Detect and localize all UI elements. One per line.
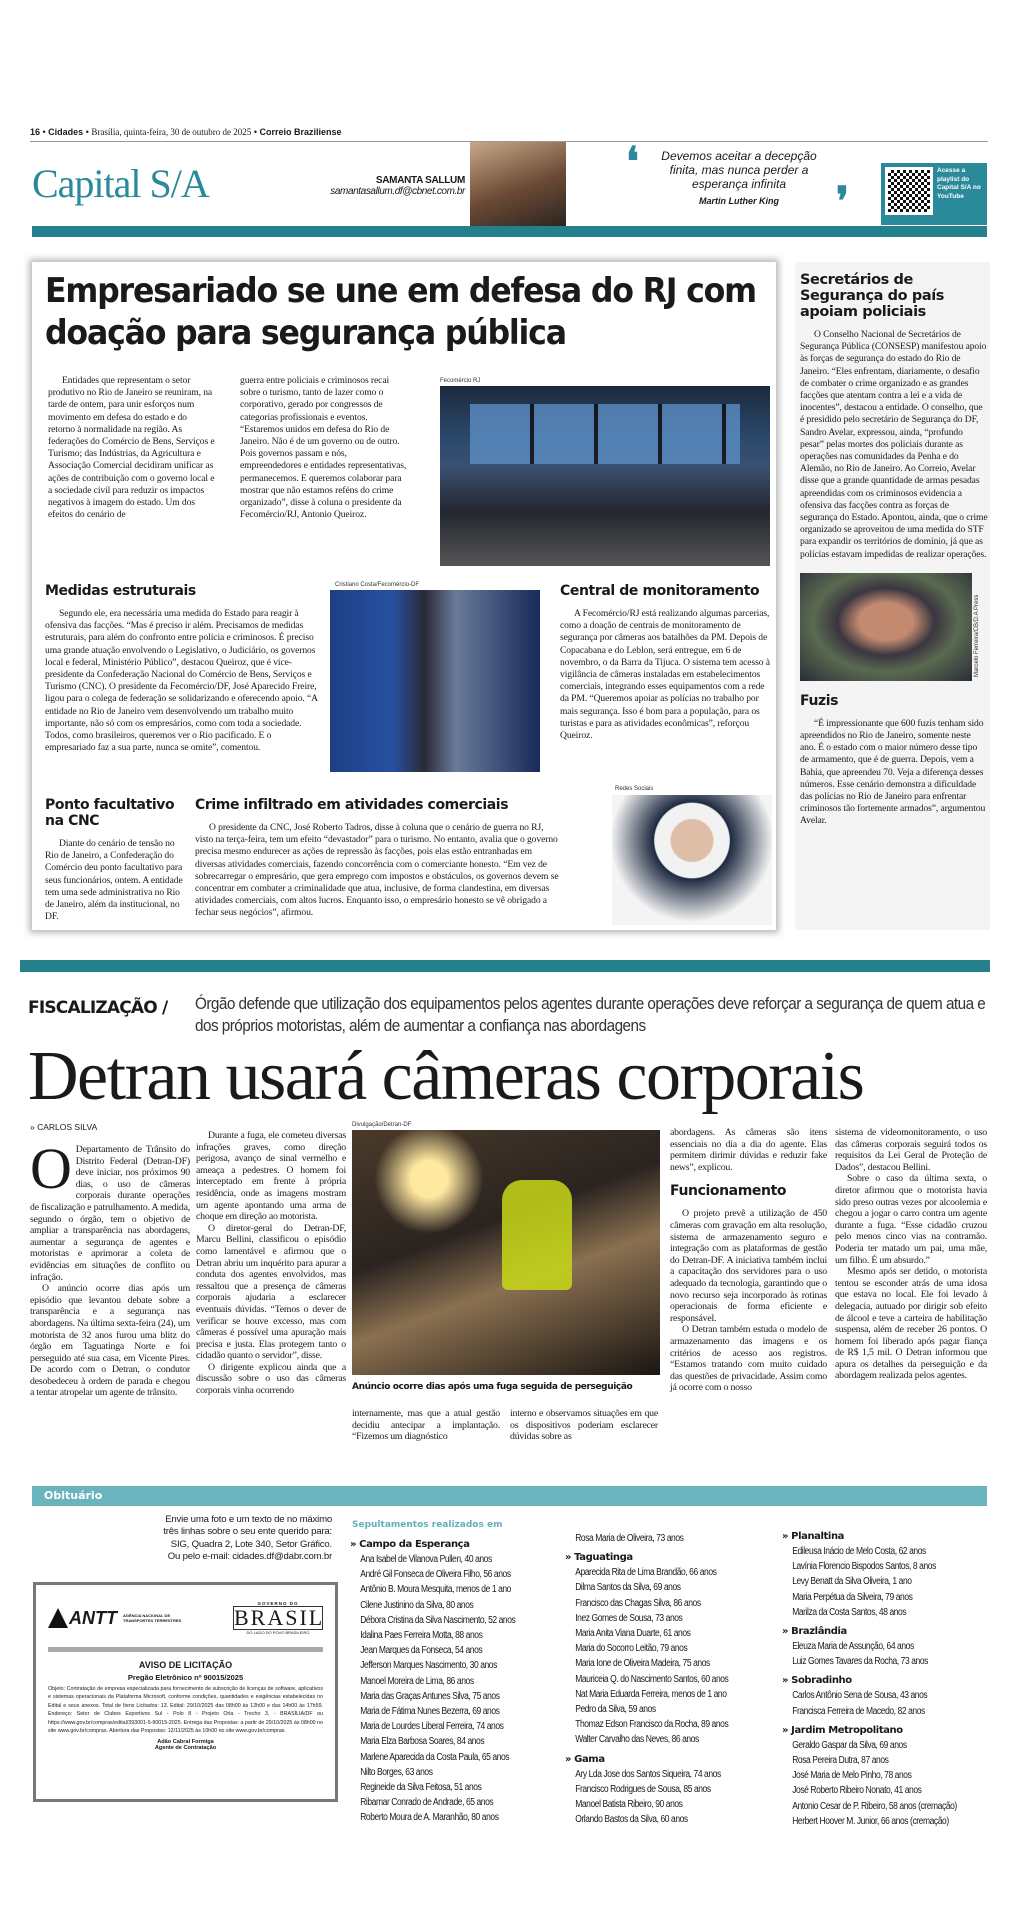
obituary-name: Maria Anita Viana Duarte, 61 anos: [575, 1628, 691, 1640]
paragraph: internamente, mas que a atual gestão decidiu antecipar a implantação. “Fizemos um diagnóstico: [352, 1408, 500, 1443]
paragraph: Durante a fuga, ele cometeu diversas infrações graves, como direção perigosa, avanço de sinal vermelho e ameaça a pedestres. O homem foi interceptado em frente à própria residência, onde as imagens mostram um agente apontando uma arma de choque em direção ao motorista.: [196, 1130, 346, 1223]
photo-credit: Marcelo Ferreira/CB/D.A Press: [974, 594, 980, 677]
obituary-name: Nilto Borges, 63 anos: [360, 1766, 433, 1778]
obituary-name: Manoel Moreira de Lima, 86 anos: [360, 1675, 474, 1687]
author-photo: [470, 142, 566, 226]
obituary-names: [565, 1531, 765, 1546]
obituary-name: Débora Cristina da Silva Nascimento, 52 anos: [360, 1614, 516, 1626]
paragraph: sistema de videomonitoramento, o uso das câmeras corporais seguirá todos os requisitos da Lei Geral de Proteção de Dados”, destacou Bellini.: [835, 1127, 987, 1173]
paragraph: O projeto prevê a utilização de 450 câmeras com gravação em alta resolução, sistema de armazenamento seguro e integração com as plataformas de gestão do Detran-DF. A iniciativa também inclui a capacitação dos servidores para o uso adequado da tecnologia, garantindo que o novo recurso seja incorporado às rotinas operacionais de forma eficiente e responsável.: [670, 1208, 827, 1324]
obituary-name: Geraldo Gaspar da Silva, 69 anos: [792, 1739, 907, 1751]
quote-block: [654, 149, 824, 206]
antt-logo-icon: [48, 1608, 68, 1628]
quote-text: Devemos aceitar a decepção finita, mas nunca perder a esperança infinita: [661, 149, 817, 191]
central-section: [560, 583, 772, 742]
quote-close-icon: ❜: [836, 178, 849, 225]
header-bar: [32, 226, 987, 237]
paragraph: interno e observamos situações em que os dispositivos poderiam esclarecer dúvidas sobre as: [510, 1408, 658, 1443]
obituary-name: Rosa Pereira Dutra, 87 anos: [792, 1755, 889, 1767]
obituary-name: Ary Lda Jose dos Santos Siqueira, 74 anos: [575, 1768, 721, 1780]
detran-col4: [510, 1408, 658, 1443]
obituary-name: José Roberto Ribeiro Nonato, 41 anos: [792, 1785, 922, 1797]
byline: » CARLOS SILVA: [30, 1122, 98, 1132]
author-name: SAMANTA SALLUM: [375, 175, 465, 186]
qr-panel[interactable]: [881, 163, 987, 225]
paragraph: Segundo ele, era necessária uma medida do Estado para reagir à ofensiva das facções. “Mas é preciso ir além. Precisamos de medidas estruturais, para além do confronto entre polícia e criminosos. É preciso uma grande atuação envolvendo o Legislativo, o Judiciário, os governos local e federal, Ministério Público”, destacou Queiroz, que é vice-presidente da Confederação Nacional do Comércio de Bens, Serviços e Turismo (CNC). O presidente da Fecomércio/DF, José Aparecido Freire, ligou para o colega de federação se solidarizando e oferecendo apoio. “A entidade no Rio de Janeiro vem desenvolvendo um trabalho muito importante, não só com os empresários, como com toda a sociedade. Todos, como brasileiros, queremos ver o Rio pacificado. E o empresariado faz a sua parte, nunca se omite”, comentou.: [45, 608, 318, 754]
obituary-place: » Campo da Esperança: [350, 1539, 470, 1550]
paragraph: Departamento de Trânsito do Distrito Federal (Detran-DF) deve iniciar, nos próximos 90 dias, o uso de câmeras corporais durante operações de fiscalização e patrulhamento. A medida, segundo o órgão, tem o objetivo de ampliar a transparência nas abordagens, aumentar a segurança de agentes e motoristas e aprimorar a coleta de evidências em situações de conflito ou infração.: [30, 1144, 190, 1283]
detran-col5: [670, 1127, 827, 1394]
side-headline: Secretários de Segurança do país apoiam policiais: [800, 272, 945, 320]
detran-agent-photo: [352, 1130, 660, 1375]
obituary-name: Nat Maria Eduarda Ferreira, menos de 1 ano: [575, 1688, 727, 1700]
ad-body: Objeto: Contratação de empresa especializada para fornecimento de subscrição de licenças de software, aplicativos e sistemas operacionais da Plataforma Microsoft, conforme condições, quantidades e exigências estabelecidas no Edital e seus anexos. Total de Itens Licitados: 13. Edital: 29/10/2025 das 08h00 às 12h00 e das 14h00 às 17h59. Endereço: Setor de Clubes Esportivos Sul - Polo 8 - Projeto Orla - Trecho 3, - BRASÍLIA/DF ou https://www.gov.br/compras/edital/393001-5-90015-2025. Entrega das Propostas: a partir de 29/10/2025 às 08h00 no site www.gov.br/compras. Abertura das Propostas: 12/11/2025 às 10h00 no site www.gov.br/compras.: [48, 1686, 323, 1735]
obituary-name: Eleuza Maria de Assunção, 64 anos: [792, 1641, 914, 1653]
qr-code-icon: [885, 167, 933, 215]
gov-label: GOVERNO DO: [257, 1601, 299, 1606]
section-heading: Ponto facultativo na CNC: [45, 797, 175, 829]
paragraph: Sobre o caso da última sexta, o diretor afirmou que o motorista havia sido preso outras vezes por alcoolemia e chegou a jogar o carro contra um agente durante a fuga. “Esse cidadão cruzou pelo menos cinco vias na contramão. Poderia ter matado um pai, uma mãe, um filho. É um absurdo.”: [835, 1173, 987, 1266]
obituary-name: Herbert Hoover M. Junior, 66 anos (cremação): [792, 1815, 949, 1827]
paragraph: A Fecomércio/RJ está realizando algumas parcerias, como a doação de centrais de monitoramento de segurança por câmeras aos batalhões da PM. Depois de Copacabana e do Leblon, será entregue, em 6 de novembro, o da Barra da Tijuca. O sistema tem acesso à vigilância de câmeras instaladas em estabelecimentos comerciais, integrando esses equipamentos com a rede da PM. “Queremos apoiar as polícias no trabalho por mais segurança. Isso é bom para a população, para os turistas e para as atividades econômicas”, reforçou Queiroz.: [560, 608, 770, 742]
gov-logo: BRASIL: [234, 1605, 325, 1630]
obituary-name: Francisco Rodrigues de Sousa, 85 anos: [575, 1783, 711, 1795]
obituary-names: [565, 1565, 765, 1747]
obituary-place: » Jardim Metropolitano: [782, 1724, 903, 1736]
obituary-name: Marilza da Costa Santos, 48 anos: [792, 1606, 907, 1618]
paragraph: Entidades que representam o setor produtivo no Rio de Janeiro se reuniram, na tarde de ontem, para unir esforços num movimento em defesa do estado e do retorno à normalidade na região. As federações do Comércio de Bens, Serviços e Turismo; das Indústrias, da Agricultura e Associação Comercial decidiram unificar as ações de contribuição com o governo local e a sociedade civil para reduzir os impactos negativos à imagem do estado. Um dos efeitos do cenário de: [48, 375, 215, 521]
drop-cap: O: [30, 1136, 72, 1201]
obituary-name: Maria do Socorro Leitão, 79 anos: [575, 1643, 688, 1655]
ad-title: AVISO DE LICITAÇÃO: [138, 1660, 233, 1670]
obituary-col2: [565, 1533, 765, 1827]
obituary-name: Maria das Graças Antunes Silva, 75 anos: [360, 1690, 500, 1702]
obituary-name: Dilma Santos da Silva, 69 anos: [575, 1582, 681, 1594]
photo-credit: Divulgação/Detran-DF: [352, 1122, 412, 1128]
section-heading: Funcionamento: [670, 1183, 787, 1200]
obituary-name: Ribamar Conrado de Andrade, 65 anos: [360, 1797, 494, 1809]
gov-tagline: DO LADO DO POVO BRASILEIRO: [246, 1630, 310, 1635]
detran-col3: [352, 1408, 500, 1443]
photo-credit: Fecomércio RJ: [440, 378, 481, 384]
obituary-name: Levy Benatt da Silva Oliveira, 1 ano: [792, 1576, 912, 1588]
obituary-place: » Taguatinga: [565, 1552, 633, 1564]
obituary-name: Lavínia Florencio Bispodos Santos, 8 anos: [792, 1561, 936, 1573]
executives-photo: [330, 590, 540, 772]
obituary-col1: [350, 1533, 555, 1826]
obituary-name: Maria de Lourdes Liberal Ferreira, 74 anos: [360, 1721, 504, 1733]
licitacao-ad: [33, 1582, 338, 1802]
obituary-name: Jefferson Marques Nascimento, 30 anos: [360, 1660, 497, 1672]
fuzis-section: [800, 693, 988, 828]
paragraph: guerra entre policiais e criminosos recai sobre o turismo, tanto de lazer como o corporativo, gerado por congressos de categorias profissionais e eventos. “Estaremos unidos em defesa do Rio de Janeiro. Não é de um governo ou de outro. Pois governos passam e nós, empreendedores e entidades representativas, permanecemos. E queremos colaborar para mostrar que não estamos reféns do crime organizado”, disse à coluna o presidente da Fecomércio/RJ, Antonio Queiroz.: [240, 375, 407, 521]
obituary-name: Jean Marques da Fonseca, 54 anos: [360, 1645, 483, 1657]
ponto-section: [45, 797, 190, 923]
obituary-place: » Brazlândia: [782, 1626, 847, 1638]
detran-kicker: FISCALIZAÇÃO /: [28, 998, 168, 1018]
obituary-name: Francisco das Chagas Silva, 86 anos: [575, 1597, 701, 1609]
main-lead-col1: [48, 375, 216, 521]
quote-open-icon: ❛: [626, 138, 639, 185]
paragraph: O anúncio ocorre dias após um episódio que levantou debate sobre a transparência e a segurança nas abordagens. Na última sexta-feira (24), um motorista de 32 anos furou uma blitz do órgão em Taguatinga Norte e foi perseguido até sua casa, em Vicente Pires. De acordo com o Detran, o condutor desobedeceu à ordem de parada e chegou a tentar atropelar um agente de trânsito.: [30, 1283, 190, 1399]
paragraph: O Conselho Nacional de Secretários de Segurança Pública (CONSESP) manifestou apoio às forças de segurança do estado do Rio de Janeiro. “Eles enfrentam, diariamente, o desafio de combater o crime organizado e as grandes facções que atentam contra a lei e a vida de inocentes”, destacou a entidade. O conselho, que é presidido pelo secretário de Segurança do DF, Sandro Avelar, expressou, ainda, “profundo pesar” pelas mortes dos policiais durante as operações nas comunidades da Penha e do Alemão, no Rio de Janeiro. Ao Correio, Avelar disse que a grande quantidade de armas pesadas apreendidas com os criminosos evidencia a ofensiva das facções contra as forças de segurança do Estado. Apontou, ainda, que o crime organizado se aproveitou de uma medida do STF para expandir os territórios de domínio, já que as polícias estavam impedidas de realizar operações.: [800, 329, 988, 560]
ad-subtitle: Pregão Eletrônico nº 90015/2025: [127, 1673, 244, 1682]
obituary-name: Pedro da Silva, 59 anos: [575, 1704, 656, 1716]
photo-credit: Cristiano Costa/Fecomércio-DF: [335, 582, 420, 588]
section-heading: Medidas estruturais: [45, 583, 196, 599]
obituary-names: [782, 1688, 987, 1718]
obituary-bar: [32, 1486, 987, 1506]
obituary-intro: Envie uma foto e um texto de no máximo três linhas sobre o seu ente querido para: SIG, Quadra 2, Lote 340, Setor Gráfico. Ou pelo e-mail: cidades.df@dabr.com.br: [163, 1514, 332, 1562]
obituary-name: Walter Carvalho das Neves, 86 anos: [575, 1734, 699, 1746]
ad-signer-role: Agente de Contratação: [154, 1745, 217, 1752]
obituary-name: Ana Isabel de Vilanova Pullen, 40 anos: [360, 1554, 492, 1565]
quote-author: Martin Luther King: [699, 196, 779, 206]
author-email[interactable]: samantasallum.df@cbnet.com.br: [330, 186, 465, 197]
obituary-names: [782, 1738, 987, 1829]
paper-name: Correio Braziliense: [259, 127, 342, 137]
antt-subtitle: AGÊNCIA NACIONAL DE TRANSPORTES TERRESTRES: [123, 1613, 182, 1623]
obituary-name: Inez Gomes de Sousa, 73 anos: [575, 1612, 683, 1624]
obituary-name: Antonio Cesar de P. Ribeiro, 58 anos (cremação): [792, 1800, 957, 1812]
detran-headline: Detran usará câmeras corporais: [28, 1038, 864, 1115]
section-heading: Central de monitoramento: [560, 583, 760, 599]
detran-col1: [30, 1122, 190, 1399]
detran-col6: [835, 1127, 987, 1382]
monitoring-center-photo: [440, 386, 770, 566]
obituary-name: Rosa Maria de Oliveira, 73 anos: [575, 1533, 684, 1544]
obituary-name: Regineide da Silva Feitosa, 51 anos: [360, 1782, 482, 1794]
obituary-name: Cilene Justinino da Silva, 80 anos: [360, 1599, 474, 1611]
paragraph: “É impressionante que 600 fuzis tenham sido apreendidos no Rio de Janeiro, somente neste ano. É o estado com o maior número desse tipo de armamento, que é de guerra. Depois, vem a Bahia, que apreendeu 70. Veja a diferença desses números. Esse cenário demonstra a dificuldade das polícias no Rio de Janeiro para enfrentar criminosos tão fortemente armados”, argumentou Avelar.: [800, 717, 986, 827]
detran-deck: Órgão defende que utilização dos equipamentos pelos agentes durante operações deve reforçar a segurança de quem atua e dos próprios motoristas, além de aumentar a confiança nas abordagens: [195, 994, 986, 1035]
obituary-name: André Gil Fonseca de Oliveira Filho, 56 anos: [360, 1569, 511, 1581]
date: Brasília, quinta-feira, 30 de outubro de 2025: [91, 127, 252, 137]
obituary-names: [565, 1767, 765, 1828]
main-lead-col2: [240, 375, 410, 521]
obituary-name: Idalina Paes Ferreira Motta, 88 anos: [360, 1630, 483, 1642]
section-heading: Crime infiltrado em atividades comerciais: [195, 797, 509, 813]
obituary-name: Maria Ione de Oliveira Madeira, 75 anos: [575, 1658, 710, 1670]
side-article: [800, 272, 988, 828]
photo-credit: Redes Sociais: [615, 786, 654, 792]
page-folio: 16 • Cidades • Brasília, quinta-feira, 30 de outubro de 2025 • Correio Braziliense: [30, 127, 342, 137]
crime-section: [195, 797, 560, 920]
obituary-name: Manoel Batista Ribeiro, 90 anos: [575, 1799, 683, 1811]
antt-logo: ANTT: [69, 1607, 117, 1628]
obituary-name: Francisca Ferreira de Macedo, 82 anos: [792, 1705, 925, 1717]
paragraph: O Detran também estuda o modelo de armazenamento das imagens e os critérios de acesso aos registros. “Estamos tratando com muito cuidado das questões de privacidade. Assim como já ocorre com o nosso: [670, 1324, 827, 1394]
ad-rule: [48, 1647, 323, 1652]
medidas-section: [45, 583, 323, 754]
qr-label: Acesse a playlist do Capital S/A no YouTube: [937, 167, 981, 200]
paragraph: O presidente da CNC, José Roberto Tadros, disse à coluna que o cenário de guerra no RJ, visto na terça-feira, tem um efeito “devastador” para o turismo. No entanto, avalia que o governo precisa mesmo endurecer as ações de repressão às facções, pois elas estão entranhadas em diversas atividades comerciais, fazendo concorrência com o comerciante honesto. “Em vez de sobrecarregar o empresário, que gera emprego com impostos e obstáculos, os governos devem se concentrar em combater a criminalidade que atua, inclusive, de forma clandestina, em diversas atividades comerciais, com altos lucros. Enquanto isso, o empresário honesto se vê obrigado a fechar seus negócios”, afirmou.: [195, 822, 559, 919]
section-heading: Fuzis: [800, 692, 839, 709]
obituary-name: Carlos Antônio Sena de Sousa, 43 anos: [792, 1690, 928, 1702]
obituary-place: » Gama: [565, 1753, 605, 1765]
obituary-name: Maria de Fátima Nunes Bezerra, 69 anos: [360, 1706, 500, 1718]
obituary-list-title: Sepultamentos realizados em: [352, 1520, 503, 1530]
paragraph: Diante do cenário de tensão no Rio de Janeiro, a Confederação do Comércio deu ponto facultativo para seus funcionários, ontem. A entidade tem uma sede administrativa no Rio de Janeiro, além da institucional, no DF.: [45, 838, 183, 923]
photo-caption: Anúncio ocorre dias após uma fuga seguida de perseguição: [352, 1382, 633, 1392]
obituary-name: Mauriceia Q. do Nascimento Santos, 60 anos: [575, 1673, 729, 1685]
ad-signer: Adão Cabral Formiga: [157, 1739, 214, 1746]
obituary-name: Luiz Gomes Tavares da Rocha, 73 anos: [792, 1656, 928, 1668]
obituary-name: Marlene Aparecida da Costa Paula, 65 anos: [360, 1751, 510, 1763]
obituary-name: Maria Elza Barbosa Soares, 84 anos: [360, 1736, 485, 1748]
paragraph: Mesmo após ser detido, o motorista tentou se esconder atrás de uma idosa que estava no local. Ele foi levado à delegacia, autuado por dirigir sob efeito de álcool e teve a carteira de habilitação suspensa, além de receber 26 pontos. O homem foi liberado após pagar fiança de R$ 1,5 mil. O Detran informou que apura os detalhes da perseguição e da abordagem realizada pelos agentes.: [835, 1266, 987, 1382]
paragraph: O dirigente explicou ainda que a discussão sobre o uso das câmeras corporais vinha ocorrendo: [196, 1361, 346, 1397]
page-number: 16: [30, 127, 41, 137]
tadros-photo: [612, 795, 772, 925]
section-divider-bar: [20, 960, 990, 972]
obituary-name: Antônio B. Moura Mesquita, menos de 1 ano: [360, 1584, 511, 1596]
obituary-title: Obituário: [44, 1489, 103, 1502]
obituary-place: » Planaltina: [782, 1531, 845, 1542]
detran-col2: [196, 1130, 346, 1397]
obituary-name: Roberto Moura de A. Maranhão, 80 anos: [360, 1812, 499, 1824]
author-block: [260, 175, 465, 197]
paragraph: abordagens. As câmeras são itens essenciais no dia a dia do agente. Elas permitem dirimir dúvidas e reduzir fake news”, explicou.: [670, 1127, 827, 1173]
obituary-names: [350, 1552, 555, 1826]
obituary-name: Aparecida Rita de Lima Brandão, 66 anos: [575, 1567, 717, 1579]
paragraph: O diretor-geral do Detran-DF, Marcu Bellini, classificou o episódio como lamentável e afirmou que o Detran abriu um inquérito para apurar a conduta dos agentes envolvidos, mas ressaltou que a presença de câmeras corporais ajudaria a esclarecer eventuais dúvidas. “Temos o dever de verificar se houve excesso, mas com câmeras é possível uma apuração mais precisa e justa. Elas protegem tanto o cidadão quanto o servidor”, disse.: [196, 1222, 346, 1362]
avelar-photo: [800, 573, 980, 681]
obituary-name: Maria Perpétua da Silveira, 79 anos: [792, 1591, 913, 1603]
obituary-name: Thomaz Edson Francisco da Rocha, 89 anos: [575, 1719, 729, 1731]
obituary-names: [782, 1639, 987, 1669]
obituary-name: Edileusa Inácio de Melo Costa, 62 anos: [792, 1546, 926, 1557]
section-name: Cidades: [48, 127, 84, 137]
obituary-name: José Maria de Melo Pinho, 78 anos: [792, 1770, 912, 1782]
obituary-place: » Sobradinho: [782, 1675, 852, 1687]
obituary-name: Orlando Bastos da Silva, 60 anos: [575, 1814, 688, 1826]
obituary-col3: [782, 1531, 987, 1829]
main-headline: Empresariado se une em defesa do RJ com doação para segurança pública: [45, 271, 756, 353]
column-title: Capital S/A: [32, 161, 209, 206]
obituary-names: [782, 1544, 987, 1620]
